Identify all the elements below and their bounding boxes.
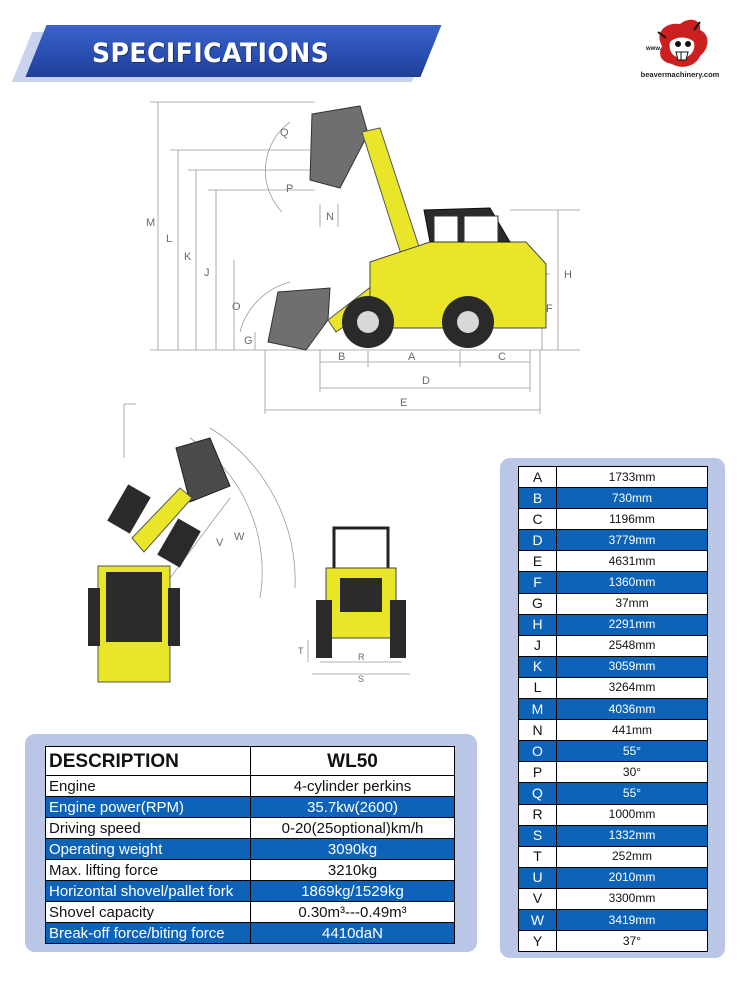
table-row: K 3059mm bbox=[519, 656, 708, 677]
front-view-drawing bbox=[296, 522, 426, 687]
table-row: G 37mm bbox=[519, 593, 708, 614]
dim-label-l: L bbox=[166, 233, 173, 245]
table-row: Engine power(RPM) 35.7kw(2600) bbox=[46, 797, 455, 818]
dim-label-t: T bbox=[298, 646, 304, 656]
table-row: C 1196mm bbox=[519, 509, 708, 530]
dim-label-b: B bbox=[338, 351, 346, 363]
description-table bbox=[45, 746, 455, 944]
model-header: WL50 bbox=[251, 747, 455, 776]
dim-label-k: K bbox=[184, 251, 192, 263]
description-header: DESCRIPTION bbox=[46, 747, 251, 776]
dim-label-a: A bbox=[408, 351, 416, 363]
dim-label-s: S bbox=[358, 674, 365, 684]
dim-label-n: N bbox=[326, 211, 334, 223]
table-row: N 441mm bbox=[519, 720, 708, 741]
table-row: Break-off force/biting force 4410daN bbox=[46, 923, 455, 944]
dim-label-f: F bbox=[546, 303, 553, 315]
table-row: R 1000mm bbox=[519, 804, 708, 825]
table-row: Q 55° bbox=[519, 783, 708, 804]
dim-label-m: M bbox=[146, 217, 156, 229]
table-row: F 1360mm bbox=[519, 572, 708, 593]
table-row: Y 37° bbox=[519, 931, 708, 952]
table-row: P 30° bbox=[519, 762, 708, 783]
dim-label-j: J bbox=[204, 267, 210, 279]
table-row: J 2548mm bbox=[519, 635, 708, 656]
table-row: E 4631mm bbox=[519, 551, 708, 572]
table-row: L 3264mm bbox=[519, 677, 708, 698]
dim-label-h: H bbox=[564, 269, 572, 281]
table-row: Engine 4-cylinder perkins bbox=[46, 776, 455, 797]
dim-label-o: O bbox=[232, 301, 241, 313]
dimensions-table bbox=[518, 466, 708, 952]
table-row: A 1733mm bbox=[519, 467, 708, 488]
top-view-drawing bbox=[80, 398, 310, 690]
table-row: S 1332mm bbox=[519, 825, 708, 846]
side-view-drawing bbox=[140, 92, 590, 422]
table-row: H 2291mm bbox=[519, 614, 708, 635]
table-row: O 55° bbox=[519, 741, 708, 762]
table-row: M 4036mm bbox=[519, 699, 708, 720]
table-row: B 730mm bbox=[519, 488, 708, 509]
page-title: SPECIFICATIONS bbox=[92, 38, 330, 69]
table-row: Driving speed 0-20(25optional)km/h bbox=[46, 818, 455, 839]
dim-label-p: P bbox=[286, 183, 294, 195]
dim-label-w: W bbox=[234, 531, 245, 543]
logo-domain: beavermachinery.com bbox=[640, 70, 720, 79]
table-row: T 252mm bbox=[519, 846, 708, 867]
table-row: V 3300mm bbox=[519, 888, 708, 909]
table-row: W 3419mm bbox=[519, 909, 708, 930]
dim-label-c: C bbox=[498, 351, 506, 363]
table-row: Max. lifting force 3210kg bbox=[46, 860, 455, 881]
table-row: Operating weight 3090kg bbox=[46, 839, 455, 860]
dim-label-g: G bbox=[244, 335, 253, 347]
table-row: Horizontal shovel/pallet fork 1869kg/1529kg bbox=[46, 881, 455, 902]
table-row: Shovel capacity 0.30m³---0.49m³ bbox=[46, 902, 455, 923]
dim-label-v: V bbox=[216, 537, 224, 549]
table-row: U 2010mm bbox=[519, 867, 708, 888]
table-header-row bbox=[46, 747, 455, 776]
dim-label-d: D bbox=[422, 375, 430, 387]
dim-label-q: Q bbox=[280, 127, 289, 139]
dim-label-r: R bbox=[358, 652, 365, 662]
dim-label-e: E bbox=[400, 397, 408, 409]
logo-www: www. bbox=[646, 46, 662, 52]
table-row: D 3779mm bbox=[519, 530, 708, 551]
